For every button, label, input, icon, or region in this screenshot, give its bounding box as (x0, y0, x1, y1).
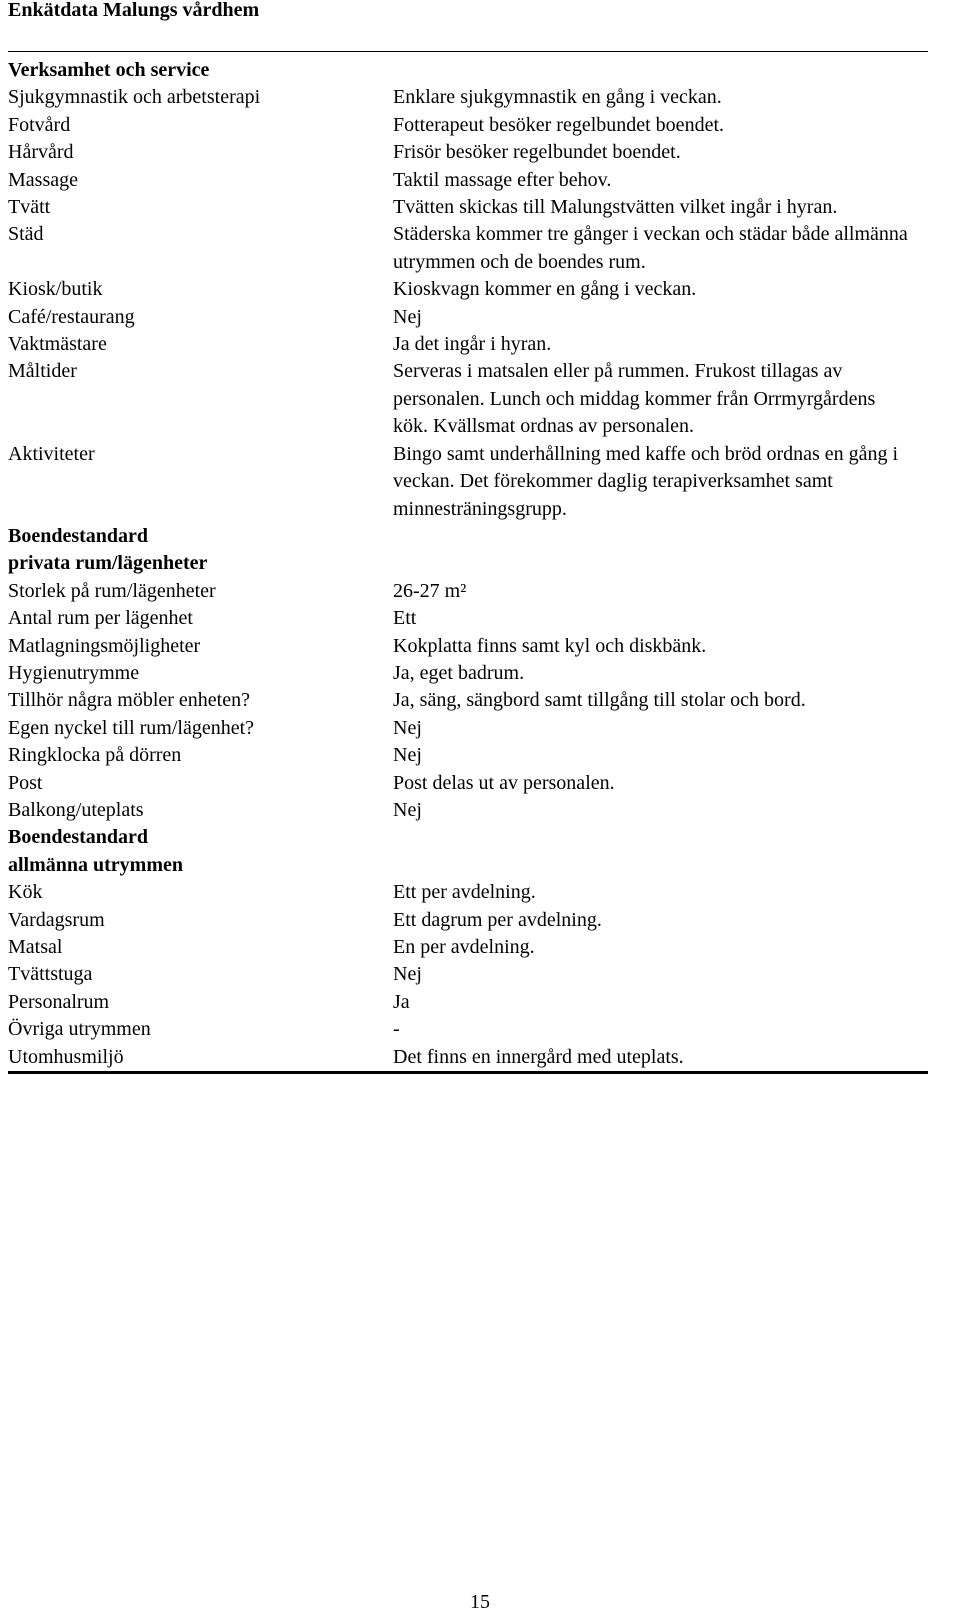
row-value: Tvätten skickas till Malungstvätten vilket ingår i hyran. (393, 196, 838, 219)
table-row (8, 1044, 928, 1071)
section-heading (8, 523, 928, 550)
section-heading-label: privata rum/lägenheter (8, 552, 208, 575)
section-heading (8, 550, 928, 577)
row-label: Ringklocka på dörren (8, 744, 182, 767)
section-heading (8, 824, 928, 851)
row-label: Måltider (8, 360, 77, 383)
row-value: Ja, eget badrum. (393, 661, 525, 684)
table-row (8, 194, 928, 221)
table-row (8, 934, 928, 961)
row-value: Nej (393, 963, 422, 986)
row-label: Tvättstuga (8, 963, 93, 986)
row-value: Det finns en innergård med uteplats. (393, 1045, 684, 1068)
row-value: Nej (393, 305, 422, 328)
page-number: 15 (470, 1591, 490, 1613)
row-label: Tvätt (8, 196, 51, 219)
table-row (8, 660, 928, 687)
row-value: Ja (393, 990, 410, 1013)
row-label: Personalrum (8, 990, 110, 1013)
table-row (8, 961, 928, 988)
row-label: Antal rum per lägenhet (8, 607, 193, 630)
row-label: Kök (8, 881, 43, 904)
table-row (8, 167, 928, 194)
section-heading (8, 852, 928, 879)
row-label: Utomhusmiljö (8, 1045, 124, 1068)
table-row (8, 633, 928, 660)
row-label: Post (8, 771, 43, 794)
table-row (8, 112, 928, 139)
row-value: Nej (393, 744, 422, 767)
section-heading-label: allmänna utrymmen (8, 853, 183, 876)
table-row (8, 605, 928, 632)
row-label: Hygienutrymme (8, 661, 140, 684)
table-row (8, 331, 928, 358)
table-row (8, 715, 928, 742)
row-label: Vardagsrum (8, 908, 105, 931)
bottom-rule (8, 1071, 928, 1074)
section-heading-label: Boendestandard (8, 826, 149, 849)
row-label: Fotvård (8, 113, 71, 136)
section-heading-label: Boendestandard (8, 524, 149, 547)
row-value: Ja det ingår i hyran. (393, 333, 552, 356)
table-row (8, 139, 928, 166)
section-heading (8, 57, 928, 84)
table-row (8, 989, 928, 1016)
row-label: Vaktmästare (8, 333, 107, 356)
row-label: Hårvård (8, 141, 74, 164)
row-label: Massage (8, 168, 78, 191)
row-label: Matsal (8, 936, 63, 958)
row-label: Café/restaurang (8, 305, 135, 328)
row-value: - (393, 1018, 400, 1041)
table-row (8, 1016, 928, 1043)
row-value: Nej (393, 798, 422, 821)
table-row (8, 358, 928, 440)
row-value: Kioskvagn kommer en gång i veckan. (393, 278, 697, 301)
row-value: 26-27 m² (393, 579, 467, 602)
table-row (8, 221, 928, 276)
row-label: Balkong/uteplats (8, 798, 144, 821)
row-value: Taktil massage efter behov. (393, 168, 612, 191)
row-label: Kiosk/butik (8, 278, 103, 301)
table-row (8, 879, 928, 906)
row-value: Frisör besöker regelbundet boendet. (393, 141, 681, 164)
row-value: Bingo samt underhållning med kaffe och bröd ordnas en gång i veckan. Det förekommer daglig terapiverksamhet samt minnesträningsgrupp. (393, 442, 899, 520)
row-label: Övriga utrymmen (8, 1018, 151, 1041)
row-label: Storlek på rum/lägenheter (8, 579, 216, 602)
row-label: Tillhör några möbler enheten? (8, 689, 250, 712)
table-row (8, 304, 928, 331)
row-value: Ett per avdelning. (393, 881, 536, 904)
row-value: Städerska kommer tre gånger i veckan och städar både allmänna utrymmen och de boendes rum. (393, 223, 908, 273)
row-value: Ett (393, 607, 417, 630)
table-row (8, 276, 928, 303)
table-row (8, 441, 928, 523)
row-label: Städ (8, 223, 44, 246)
row-label: Aktiviteter (8, 442, 95, 465)
table-row (8, 687, 928, 714)
survey-table (8, 57, 928, 1071)
table-row (8, 84, 928, 111)
row-value: En per avdelning. (393, 936, 535, 958)
table-row (8, 770, 928, 797)
row-label: Sjukgymnastik och arbetsterapi (8, 86, 261, 109)
row-value: Ett dagrum per avdelning. (393, 908, 602, 931)
row-value: Post delas ut av personalen. (393, 771, 615, 794)
row-value: Fotterapeut besöker regelbundet boendet. (393, 113, 724, 136)
table-row (8, 742, 928, 769)
table-row (8, 797, 928, 824)
table-row (8, 907, 928, 934)
top-rule (8, 51, 928, 52)
row-value: Ja, säng, sängbord samt tillgång till stolar och bord. (393, 689, 806, 712)
row-label: Egen nyckel till rum/lägenhet? (8, 716, 255, 739)
document-title: Enkätdata Malungs vårdhem (8, 0, 260, 21)
section-heading-label: Verksamhet och service (8, 59, 210, 81)
row-value: Serveras i matsalen eller på rummen. Frukost tillagas av personalen. Lunch och middag kommer från Orrmyrgårdens kök. Kvällsmat ordnas av personalen. (393, 360, 876, 438)
table-row (8, 578, 928, 605)
row-value: Kokplatta finns samt kyl och diskbänk. (393, 634, 707, 657)
row-label: Matlagningsmöjligheter (8, 634, 201, 657)
row-value: Enklare sjukgymnastik en gång i veckan. (393, 86, 722, 109)
row-value: Nej (393, 716, 422, 739)
